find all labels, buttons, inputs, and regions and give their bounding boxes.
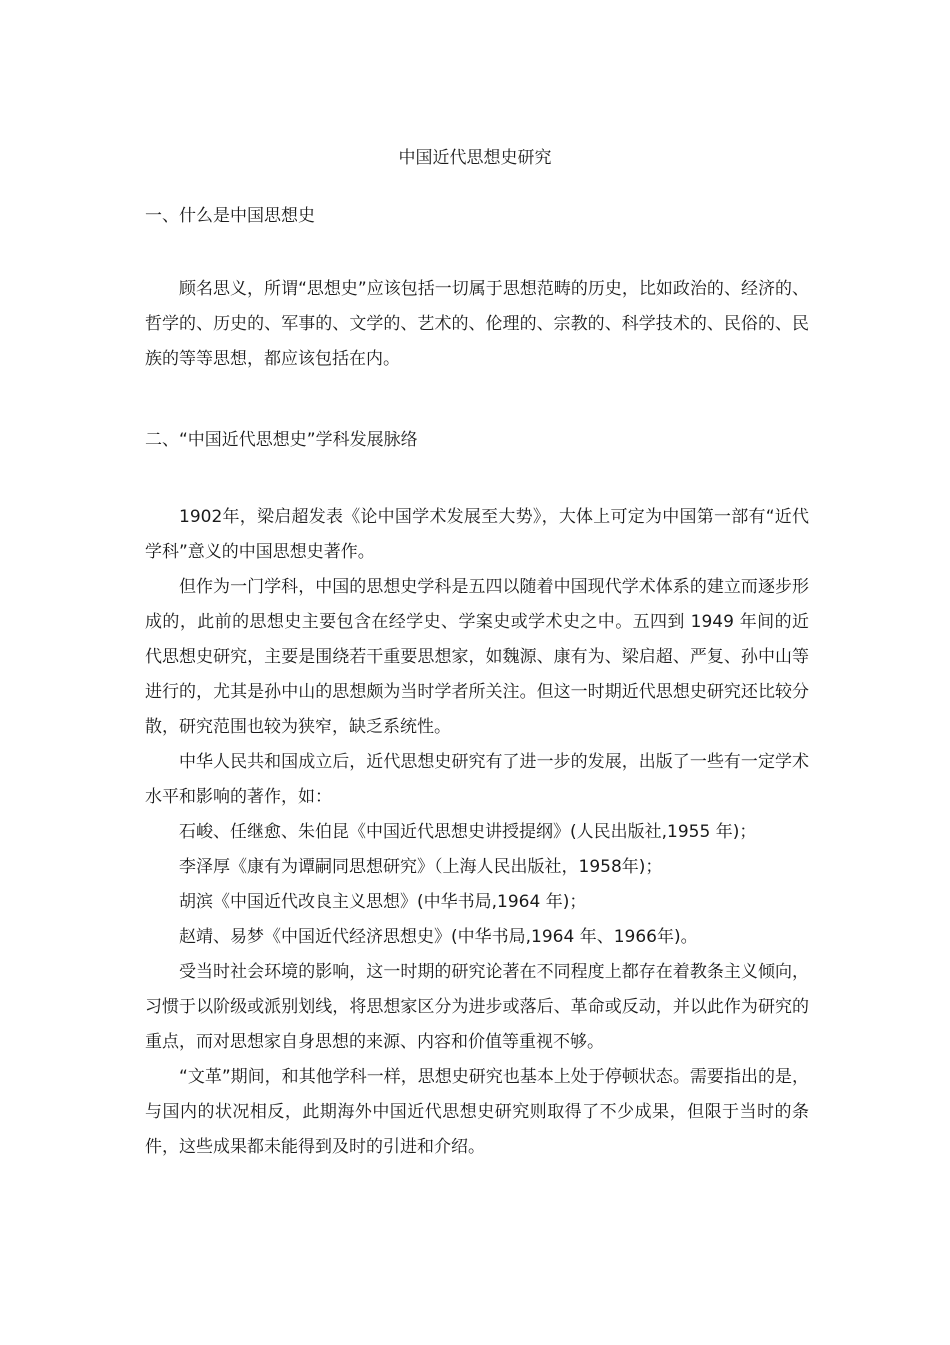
section-2-paragraph-1: 1902年，梁启超发表《论中国学术发展至大势》，大体上可定为中国第一部有“近代学科”意义的中国思想史著作。	[145, 507, 809, 562]
document-title: 中国近代思想史研究	[398, 148, 552, 168]
reference-item-1: 石峻、任继愈、朱伯昆《中国近代思想史讲授提纲》(人民出版社,1955 年)；	[179, 822, 757, 842]
reference-item-4: 赵靖、易梦《中国近代经济思想史》(中华书局,1964 年、1966年)。	[179, 927, 698, 947]
section-1-paragraph-1: 顾名思义，所谓“思想史”应该包括一切属于思想范畴的历史，比如政治的、经济的、哲学的、历史的、军事的、文学的、艺术的、伦理的、宗教的、科学技术的、民俗的、民族的等等思想，都应该包括在内。	[145, 279, 809, 369]
section-2-heading: 二、“中国近代思想史”学科发展脉络	[145, 430, 418, 450]
reference-item-3: 胡滨《中国近代改良主义思想》(中华书局,1964 年)；	[179, 892, 587, 912]
section-2-paragraph-4: 受当时社会环境的影响，这一时期的研究论著在不同程度上都存在着教条主义倾向，习惯于以阶级或派别划线，将思想家区分为进步或落后、革命或反动，并以此作为研究的重点，而对思想家自身思想的来源、内容和价值等重视不够。	[145, 962, 809, 1052]
section-1-heading: 一、什么是中国思想史	[145, 206, 315, 226]
section-2-paragraph-2: 但作为一门学科，中国的思想史学科是五四以随着中国现代学术体系的建立而逐步形成的，此前的思想史主要包含在经学史、学案史或学术史之中。五四到 1949 年间的近代思想史研究，主要是围绕若干重要思想家，如魏源、康有为、梁启超、严复、孙中山等进行的，尤其是孙中山的思想颇为当时学者所关注。但这一时期近代思想史研究还比较分散，研究范围也较为狭窄，缺乏系统性。	[145, 577, 809, 737]
section-2-paragraph-5: “文革”期间，和其他学科一样，思想史研究也基本上处于停顿状态。需要指出的是，与国内的状况相反，此期海外中国近代思想史研究则取得了不少成果，但限于当时的条件，这些成果都未能得到及时的引进和介绍。	[145, 1067, 809, 1157]
reference-item-2: 李泽厚《康有为谭嗣同思想研究》（上海人民出版社，1958年)；	[179, 857, 663, 877]
section-2-paragraph-3: 中华人民共和国成立后，近代思想史研究有了进一步的发展，出版了一些有一定学术水平和影响的著作，如：	[145, 752, 809, 807]
